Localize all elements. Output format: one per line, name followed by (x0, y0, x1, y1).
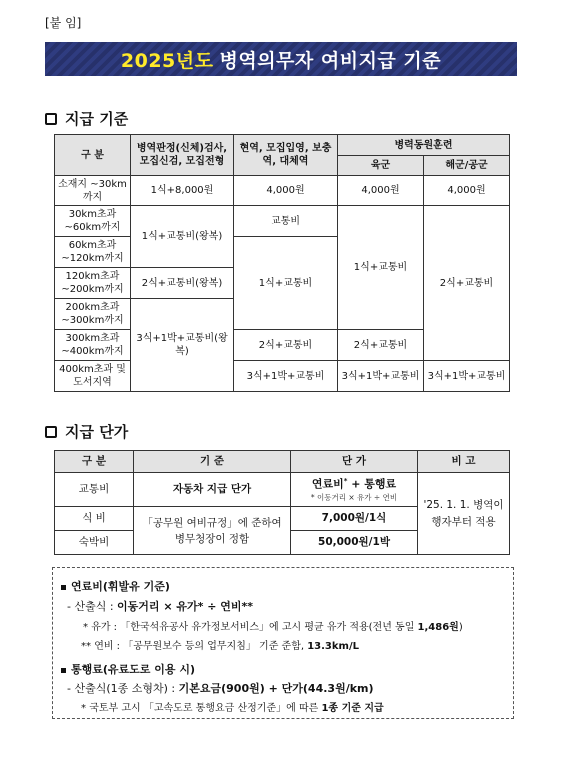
square-bullet-icon (61, 668, 66, 673)
row-label-meal: 식 비 (55, 507, 134, 531)
notes-box (52, 567, 514, 719)
cell-standard: 자동차 지급 단가 (134, 473, 291, 507)
price-fuel: 연료비 (311, 477, 344, 491)
checkbox-square-icon (45, 426, 57, 438)
section-title: 지급 기준 (65, 110, 129, 128)
section-heading-criteria (45, 108, 128, 129)
note-fuel-price: * 유가 : 「한국석유공사 유가정보서비스」에 고시 평균 유가 적용(전년 동일 1,486원) (83, 622, 463, 633)
header-price: 단 가 (291, 451, 418, 473)
section-title: 지급 단가 (65, 423, 129, 441)
cell-army: 4,000원 (338, 176, 424, 206)
row-label-120km: 60km초과 ~120km까지 (55, 237, 131, 268)
square-bullet-icon (61, 585, 66, 590)
cell-navy: 2식+교통비 (424, 206, 510, 361)
cell-price: 7,000원/1식 (291, 507, 418, 531)
cell-exam: 2식+교통비(왕복) (131, 268, 234, 299)
price-sub-formula: * 이동거리 × 유가 ÷ 연비 (310, 492, 398, 502)
cell-standard: 「공무원 여비규정」에 준하여 병무청장이 정함 (134, 507, 291, 555)
header-active-duty: 현역, 모집입영, 보충역, 대체역 (234, 135, 338, 176)
title-banner (45, 42, 517, 76)
header-mobilization-training: 병력동원훈련 (338, 135, 510, 156)
cell-note: '25. 1. 1. 병역이행자부터 적용 (418, 473, 510, 555)
row-label-200km: 120km초과 ~200km까지 (55, 268, 131, 299)
note-toll-title: 통행료(유료도로 이용 시) (61, 661, 195, 677)
row-label-lodging: 숙박비 (55, 531, 134, 555)
header-army: 육군 (338, 156, 424, 176)
cell-price: 50,000원/1박 (291, 531, 418, 555)
header-category: 구 분 (55, 135, 131, 176)
note-fuel-formula: - 산출식 : 이동거리 × 유가* ÷ 연비** (67, 600, 254, 613)
banner-title: 병역의무자 여비지급 기준 (219, 49, 442, 72)
cell-active: 2식+교통비 (234, 330, 338, 361)
header-note: 비 고 (418, 451, 510, 473)
note-toll-formula: - 산출식(1종 소형차) : 기본요금(900원) + 단가(44.3원/km) (67, 682, 374, 695)
checkbox-square-icon (45, 113, 57, 125)
note-fuel-title: 연료비(휘발유 기준) (61, 578, 170, 594)
header-exam: 병역판정(신체)검사, 모집신검, 모집전형 (131, 135, 234, 176)
cell-navy: 3식+1박+교통비 (424, 361, 510, 392)
banner-year: 2025년도 (120, 49, 214, 72)
row-label-30km: 소재지 ~30km까지 (55, 176, 131, 206)
cell-active: 교통비 (234, 206, 338, 237)
cell-price (291, 473, 418, 507)
attachment-label: [붙 임] (45, 16, 82, 30)
cell-army: 2식+교통비 (338, 330, 424, 361)
row-label-transport: 교통비 (55, 473, 134, 507)
unit-price-table (54, 450, 510, 555)
note-toll-basis: * 국토부 고시 「고속도로 통행요금 산정기준」에 따른 1종 기준 지급 (81, 703, 384, 714)
cell-exam: 3식+1박+교통비(왕복) (131, 299, 234, 392)
cell-exam: 1식+8,000원 (131, 176, 234, 206)
cell-exam: 1식+교통비(왕복) (131, 206, 234, 268)
criteria-table (54, 134, 510, 392)
cell-active: 1식+교통비 (234, 237, 338, 330)
cell-active: 4,000원 (234, 176, 338, 206)
note-fuel-efficiency: ** 연비 : 「공무원보수 등의 업무지침」 기준 준함, 13.3km/L (81, 641, 359, 652)
row-label-over-400km: 400km초과 및 도서지역 (55, 361, 131, 392)
price-toll: + 통행료 (347, 477, 397, 491)
header-category: 구 분 (55, 451, 134, 473)
header-navy-airforce: 해군/공군 (424, 156, 510, 176)
cell-navy: 4,000원 (424, 176, 510, 206)
row-label-300km: 200km초과 ~300km까지 (55, 299, 131, 330)
cell-army: 1식+교통비 (338, 206, 424, 330)
price-fuel-mark: * (343, 477, 348, 486)
cell-army: 3식+1박+교통비 (338, 361, 424, 392)
row-label-60km: 30km초과 ~60km까지 (55, 206, 131, 237)
header-standard: 기 준 (134, 451, 291, 473)
cell-active: 3식+1박+교통비 (234, 361, 338, 392)
row-label-400km: 300km초과 ~400km까지 (55, 330, 131, 361)
section-heading-unit-price (45, 421, 128, 442)
